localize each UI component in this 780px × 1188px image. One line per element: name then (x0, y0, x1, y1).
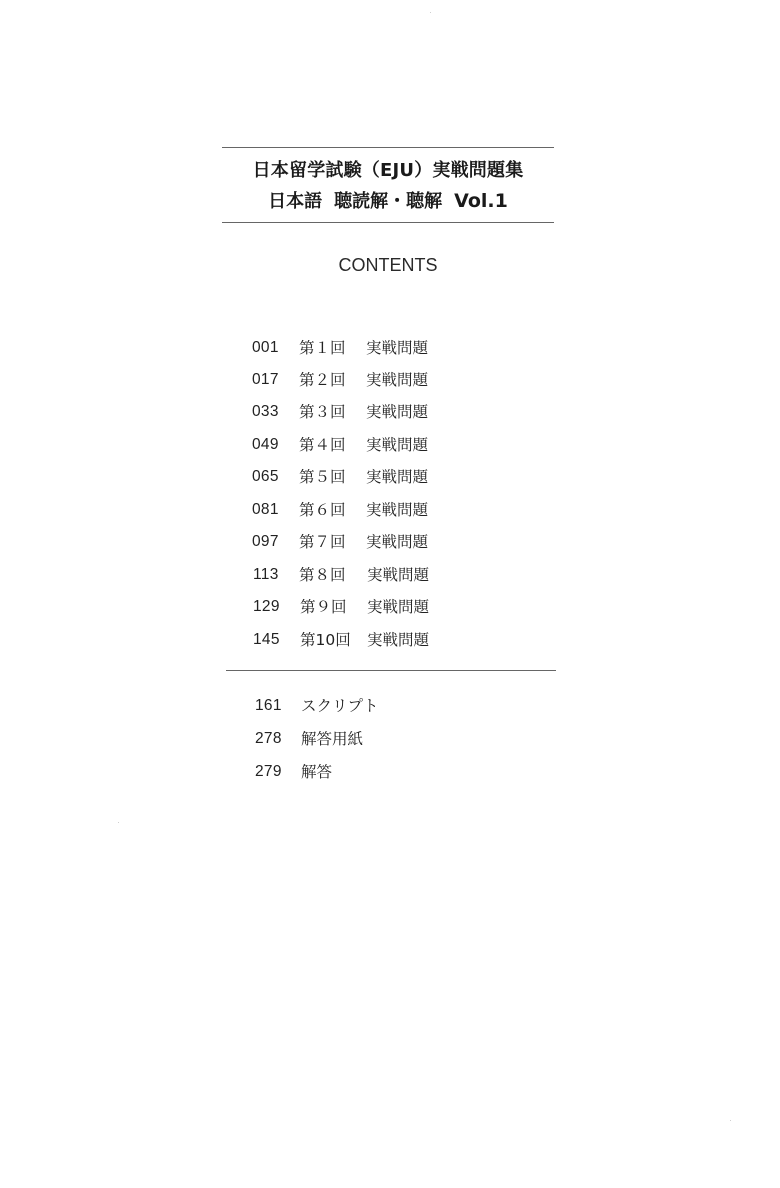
toc-page-number: 033 (252, 403, 279, 420)
contents-heading: CONTENTS (338, 255, 438, 275)
book-title: 日本留学試験（EJU）実戦問題集 (252, 160, 524, 181)
toc-entry[interactable] (0, 465, 780, 489)
toc-session: 第５回 (299, 468, 346, 486)
subtitle-skill: 聴読解・聴解 (334, 191, 443, 212)
toc-session: 第７回 (299, 533, 346, 551)
toc-entry[interactable] (0, 628, 780, 652)
subtitle-volume: Vol.1 (454, 190, 508, 212)
book-subtitle (222, 188, 554, 215)
toc-session: 第３回 (299, 403, 346, 421)
toc-page-number: 017 (252, 371, 279, 388)
toc-label: 実戦問題 (366, 468, 429, 486)
scan-speck (118, 822, 119, 823)
toc-page-number: 129 (253, 598, 280, 615)
toc-session: 第６回 (299, 501, 346, 519)
toc-page-number: 278 (255, 730, 282, 747)
toc-entry[interactable] (0, 595, 780, 619)
toc-page-number: 279 (255, 763, 282, 780)
toc-page-number: 001 (252, 339, 279, 356)
toc-label: 実戦問題 (366, 371, 429, 389)
toc-page-number: 145 (253, 631, 280, 648)
toc-session: 第４回 (299, 436, 346, 454)
toc-session: 第８回 (299, 566, 346, 584)
toc-page-number: 081 (252, 501, 279, 518)
toc-entry[interactable] (0, 400, 780, 424)
top-divider (222, 147, 554, 148)
toc-entry[interactable] (0, 368, 780, 392)
subtitle-subject: 日本語 (268, 191, 323, 212)
toc-label: 実戦問題 (367, 566, 430, 584)
toc-label: 実戦問題 (366, 436, 429, 454)
scan-speck (730, 1120, 731, 1121)
title-divider (222, 222, 554, 223)
toc-entry[interactable] (0, 336, 780, 360)
toc-session: 第１回 (299, 339, 346, 357)
toc-entry[interactable] (0, 563, 780, 587)
toc-label: 解答用紙 (301, 730, 364, 748)
toc-page-number: 097 (252, 533, 279, 550)
toc-page-number: 161 (255, 697, 282, 714)
toc-entry[interactable] (0, 498, 780, 522)
toc-page-number: 113 (253, 566, 279, 583)
toc-session: 第９回 (300, 598, 347, 616)
toc-page-number: 065 (252, 468, 279, 485)
toc-label: 解答 (301, 763, 333, 781)
toc-entry[interactable] (0, 760, 780, 784)
toc-label: 実戦問題 (366, 501, 429, 519)
toc-label: 実戦問題 (366, 533, 429, 551)
toc-entry[interactable] (0, 694, 780, 718)
toc-label: 実戦問題 (367, 598, 430, 616)
toc-entry[interactable] (0, 433, 780, 457)
toc-session: 第２回 (299, 371, 346, 389)
toc-session: 第10回 (300, 631, 351, 649)
toc-label: 実戦問題 (366, 403, 429, 421)
toc-page-number: 049 (252, 436, 279, 453)
toc-label: 実戦問題 (366, 339, 429, 357)
scan-speck (430, 12, 431, 13)
toc-entry[interactable] (0, 530, 780, 554)
toc-entry[interactable] (0, 727, 780, 751)
section-divider (226, 670, 556, 671)
toc-label: スクリプト (301, 697, 379, 715)
toc-label: 実戦問題 (367, 631, 430, 649)
